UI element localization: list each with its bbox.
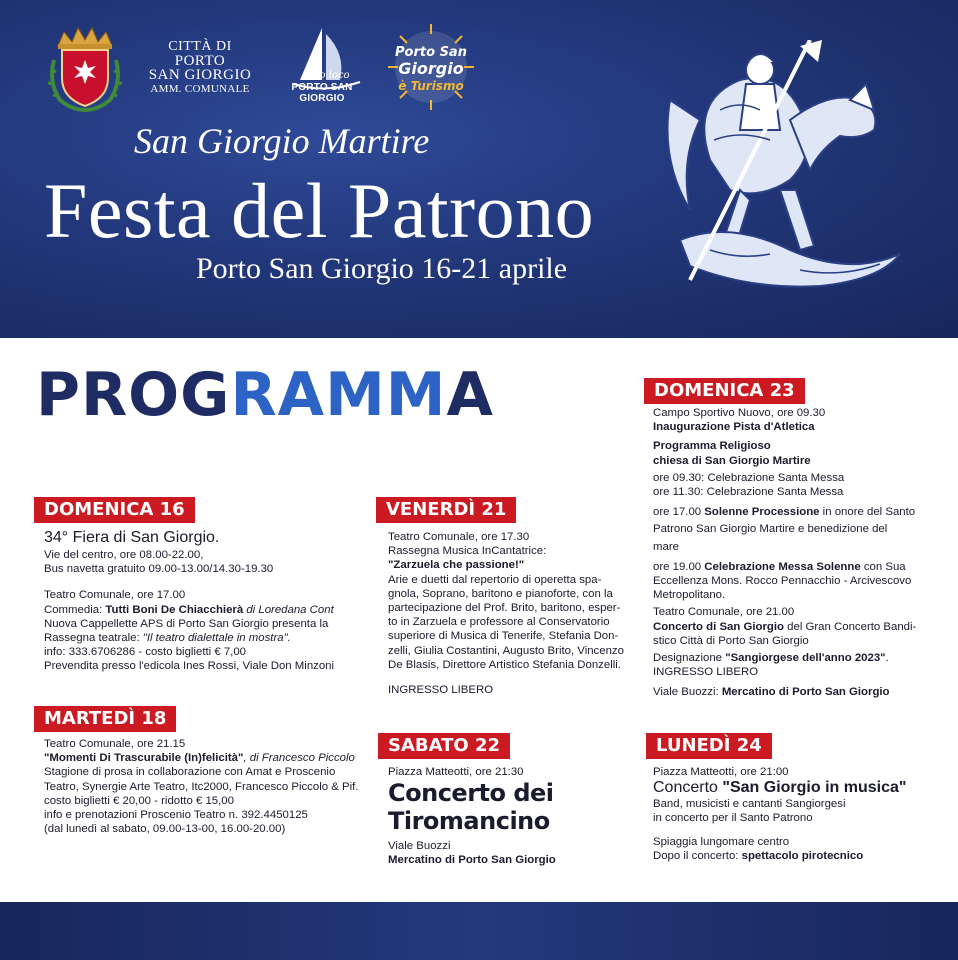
text-line: [653, 651, 916, 665]
event-block-domenica-23: [653, 406, 916, 700]
text-span: in onore del Santo: [819, 506, 916, 519]
text-span: ore 17.00: [653, 506, 705, 519]
text-line: [44, 751, 358, 765]
text-line: stico Città di Porto San Giorgio: [653, 634, 809, 647]
text-span: Dopo il concerto:: [653, 849, 742, 862]
text-line: superiore di Musica di Tenerife, Stefania Don-: [388, 630, 619, 643]
text-line: Rassegna Musica InCantatrice:: [388, 545, 547, 558]
concert-title-line-2: Tiromancino: [388, 807, 550, 836]
header-banner: [0, 0, 958, 338]
market-title: Mercatino di Porto San Giorgio: [388, 854, 556, 867]
text-line: [653, 685, 916, 699]
text-line: [388, 853, 556, 867]
text-line: [653, 454, 916, 468]
city-administration-label: [140, 40, 260, 96]
day-label-domenica-16: DOMENICA 16: [34, 497, 195, 523]
city-line-2: PORTO: [174, 53, 226, 69]
day-label-martedi-18: MARTEDÌ 18: [34, 706, 176, 732]
text-line: in concerto per il Santo Patrono: [653, 812, 813, 825]
text-span: ore 19.00: [653, 560, 705, 573]
programma-part-2: RAMM: [230, 360, 447, 430]
show-title: "Zarzuela che passione!": [388, 559, 525, 572]
show-title: Tutti Boni De Chiacchierà: [105, 603, 244, 616]
event-block-domenica-16: [44, 528, 334, 674]
footer-band: [0, 902, 958, 960]
city-line-1: CITTÀ DI: [168, 39, 232, 54]
text-line: [653, 439, 916, 453]
fireworks-title: spettacolo pirotecnico: [741, 849, 864, 862]
concert-title: [653, 779, 906, 797]
show-title: "Momenti Di Trascurabile (In)felicità": [44, 752, 244, 765]
text-line: [44, 631, 334, 645]
text-line: info: 333.6706286 - costo biglietti € 7,00: [44, 646, 247, 659]
entry-note: INGRESSO LIBERO: [653, 666, 759, 679]
text-span: Rassegna teatrale:: [44, 632, 143, 645]
svg-text:Giorgio: Giorgio: [398, 59, 464, 78]
text-line: De Blasis, Direttore Artistico Stefania Donzelli.: [388, 658, 621, 671]
text-span: .: [885, 652, 889, 665]
text-line: Bus navetta gratuito 09.00-13.00/14.30-19.30: [44, 563, 274, 576]
saint-george-illustration-icon: [650, 40, 920, 300]
text-line: Band, musicisti e cantanti Sangiorgesi: [653, 798, 846, 811]
text-line: Campo Sportivo Nuovo, ore 09.30: [653, 407, 826, 419]
city-crest-icon: [44, 20, 126, 112]
festival-subtitle: San Giorgio Martire: [134, 121, 430, 161]
text-line: Piazza Matteotti, ore 21:00: [653, 766, 789, 778]
text-line: [653, 849, 906, 863]
text-line: [44, 603, 334, 617]
text-line: Piazza Matteotti, ore 21:30: [388, 766, 524, 778]
text-line: Spiaggia lungomare centro: [653, 835, 790, 848]
text-line: to in Zarzuela e professore al Conservatorio: [388, 616, 610, 629]
programma-part-1: PROG: [36, 360, 231, 430]
event-block-lunedi-24: [653, 765, 906, 863]
text-span: Designazione: [653, 652, 726, 665]
text-span: Commedia:: [44, 603, 106, 616]
text-line: [388, 558, 624, 572]
svg-text:è Turismo: è Turismo: [398, 79, 464, 93]
text-line: (dal lunedì al sabato, 09.00-13-00, 16.00-20.00): [44, 823, 286, 836]
text-line: Teatro Comunale, ore 21.00: [653, 606, 795, 619]
text-line: ore 09.30: Celebrazione Santa Messa: [653, 471, 845, 484]
fiera-title: 34° Fiera di San Giorgio.: [44, 529, 220, 546]
tourism-badge-icon: [386, 22, 476, 112]
day-label-sabato-22: SABATO 22: [378, 733, 510, 759]
text-line: Vie del centro, ore 08.00-22.00,: [44, 549, 204, 561]
text-span: con Sua: [860, 560, 906, 573]
rassegna-title: "Il teatro dialettale in mostra".: [142, 632, 291, 645]
author-text: di Loredana Cont: [243, 603, 334, 616]
festival-dates: Porto San Giorgio 16-21 aprile: [196, 252, 568, 285]
text-line: [653, 420, 916, 434]
text-line: Teatro Comunale, ore 17.00: [44, 589, 186, 602]
text-line: Viale Buozzi: [388, 840, 451, 853]
text-line: Teatro, Synergie Arte Teatro, Itc2000, Francesco Piccolo & Pif.: [44, 780, 359, 793]
event-title: chiesa di San Giorgio Martire: [653, 454, 811, 467]
concert-name: "San Giorgio in musica": [722, 779, 907, 797]
text-line: mare: [653, 540, 679, 553]
text-line: [653, 505, 916, 519]
programma-heading: [36, 360, 494, 430]
text-line: info e prenotazioni Proscenio Teatro n. 392.4450125: [44, 809, 308, 822]
programma-part-3: A: [446, 360, 494, 430]
event-block-venerdi-21: [388, 530, 624, 697]
event-title: Celebrazione Messa Solenne: [704, 560, 861, 573]
text-line: gnola, Soprano, baritono e pianoforte, con la: [388, 587, 613, 600]
market-title: Mercatino di Porto San Giorgio: [721, 686, 890, 699]
text-line: Nuova Cappellette APS di Porto San Giorgio presenta la: [44, 617, 329, 630]
text-line: [653, 560, 916, 574]
entry-note: INGRESSO LIBERO: [388, 684, 494, 697]
event-block-sabato-22: [388, 765, 556, 868]
proloco-script: Pro loco: [308, 70, 350, 81]
svg-text:Porto San: Porto San: [395, 45, 467, 60]
text-span: del Gran Concerto Bandi-: [784, 620, 917, 633]
concert-title-line-1: Concerto dei: [388, 779, 554, 808]
proloco-label: PORTO SAN GIORGIO: [291, 82, 353, 104]
festival-title: Festa del Patrono: [44, 167, 595, 254]
event-title: Inaugurazione Pista d'Atletica: [653, 421, 815, 434]
city-line-3: SAN GIORGIO: [148, 67, 252, 83]
event-title: Programma Religioso: [653, 440, 771, 453]
day-label-venerdi-21: VENERDÌ 21: [376, 497, 516, 523]
event-block-martedi-18: [44, 737, 358, 836]
text-line: Teatro Comunale, ore 21.15: [44, 738, 186, 750]
event-title: Solenne Processione: [704, 506, 820, 519]
event-title: Concerto di San Giorgio: [653, 620, 784, 633]
text-line: Prevendita presso l'edicola Ines Rossi, Viale Don Minzoni: [44, 660, 335, 673]
author-text: , di Francesco Piccolo: [243, 752, 355, 765]
day-label-domenica-23: DOMENICA 23: [644, 378, 805, 404]
text-line: costo biglietti € 20,00 - ridotto € 15,00: [44, 794, 234, 807]
text-line: zelli, Giulia Costantini, Augusto Brito, Vincenzo: [388, 644, 624, 657]
text-line: Eccellenza Mons. Rocco Pennacchio - Arcivescovo: [653, 575, 912, 588]
text-line: Arie e duetti dal repertorio di operetta spa-: [388, 573, 602, 586]
city-line-4: AMM. COMUNALE: [150, 83, 250, 95]
text-line: Metropolitano.: [653, 589, 726, 602]
event-title: "Sangiorgese dell'anno 2023": [725, 652, 886, 665]
text-span: Concerto: [653, 779, 723, 797]
text-line: ore 11.30: Celebrazione Santa Messa: [653, 486, 844, 499]
text-line: [653, 620, 916, 634]
text-line: Patrono San Giorgio Martire e benedizione del: [653, 523, 888, 536]
text-span: Viale Buozzi:: [653, 686, 722, 699]
text-line: partecipazione del Prof. Brito, baritono, esper-: [388, 602, 621, 615]
day-label-lunedi-24: LUNEDÌ 24: [646, 733, 772, 759]
text-line: Stagione di prosa in collaborazione con Amat e Proscenio: [44, 766, 336, 779]
text-line: Teatro Comunale, ore 17.30: [388, 531, 530, 543]
